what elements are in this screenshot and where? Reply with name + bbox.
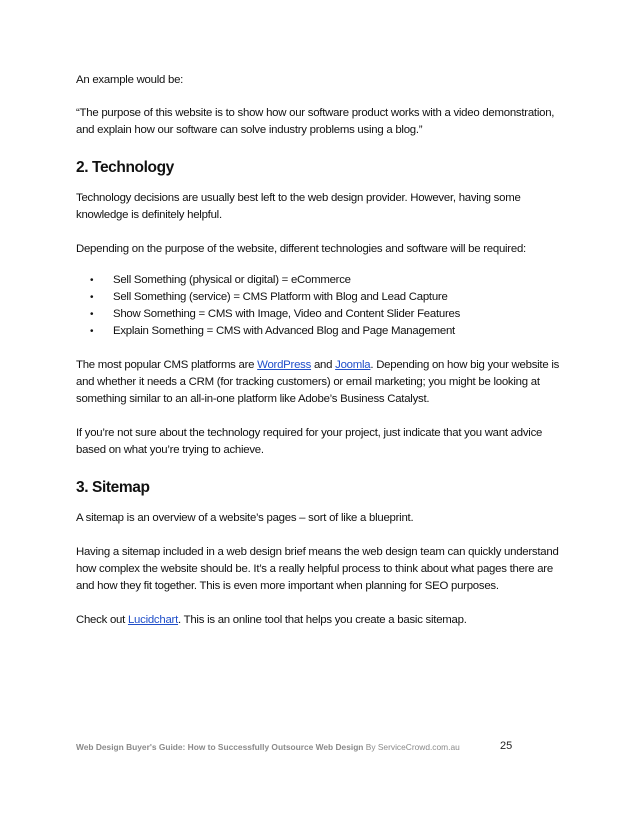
footer-byline: By ServiceCrowd.com.au <box>363 742 460 752</box>
list-item <box>90 289 562 306</box>
technology-bullet-list <box>76 272 562 340</box>
sitemap-paragraph-3 <box>76 612 562 629</box>
page-footer <box>76 741 566 753</box>
technology-paragraph-3 <box>76 357 562 408</box>
sitemap-paragraph-1: A sitemap is an overview of a website’s pages – sort of like a blueprint. <box>76 512 414 524</box>
footer-title: Web Design Buyer's Guide: How to Successfully Outsource Web Design <box>76 742 364 752</box>
bullet-icon: • <box>90 275 94 286</box>
joomla-link[interactable]: Joomla <box>335 359 371 371</box>
intro-text: An example would be: <box>76 74 184 86</box>
section-heading-sitemap: 3. Sitemap <box>76 479 150 496</box>
quote-text: “The purpose of this website is to show how our software product works with a video demonstration, and explain how our software can solve industry problems using a blog.” <box>76 107 555 136</box>
list-item-text: Sell Something (service) = CMS Platform with Blog and Lead Capture <box>113 291 448 303</box>
technology-paragraph-1: Technology decisions are usually best left to the web design provider. However, having some knowledge is definitely helpful. <box>76 192 521 221</box>
technology-paragraph-4: If you’re not sure about the technology required for your project, just indicate that you want advice based on what you’re trying to achieve. <box>76 427 543 456</box>
list-item-text: Show Something = CMS with Image, Video and Content Slider Features <box>113 308 461 320</box>
bullet-icon: • <box>90 309 94 320</box>
paragraph-text: . This is an online tool that helps you create a basic sitemap. <box>178 614 467 626</box>
sitemap-paragraph-2: Having a sitemap included in a web design brief means the web design team can quickly understand how complex the website should be. It’s a really helpful process to think about what pages there are and how they fit together. This is even more important when planning for SEO purposes. <box>76 546 559 592</box>
list-item <box>90 306 562 323</box>
list-item <box>90 323 562 340</box>
paragraph-text: . Depending on how big your website is and whether it needs a CRM (for tracking customers) or email marketing; you might be looking at something similar to an all-in-one platform like Adobe’s Business Catalyst. <box>76 359 560 405</box>
page-number: 25 <box>500 740 513 752</box>
section-heading-technology: 2. Technology <box>76 159 174 176</box>
technology-paragraph-2: Depending on the purpose of the website, different technologies and software will be required: <box>76 243 526 255</box>
bullet-icon: • <box>90 326 94 337</box>
lucidchart-link[interactable]: Lucidchart <box>127 614 179 626</box>
paragraph-text: Check out <box>76 614 128 626</box>
list-item-text: Sell Something (physical or digital) = eCommerce <box>113 274 351 286</box>
bullet-icon: • <box>90 292 94 303</box>
list-item <box>90 272 562 289</box>
document-page <box>76 72 562 629</box>
wordpress-link[interactable]: WordPress <box>257 359 312 371</box>
paragraph-text: and <box>311 359 336 371</box>
paragraph-text: The most popular CMS platforms are <box>76 359 258 371</box>
list-item-text: Explain Something = CMS with Advanced Blog and Page Management <box>113 325 455 337</box>
